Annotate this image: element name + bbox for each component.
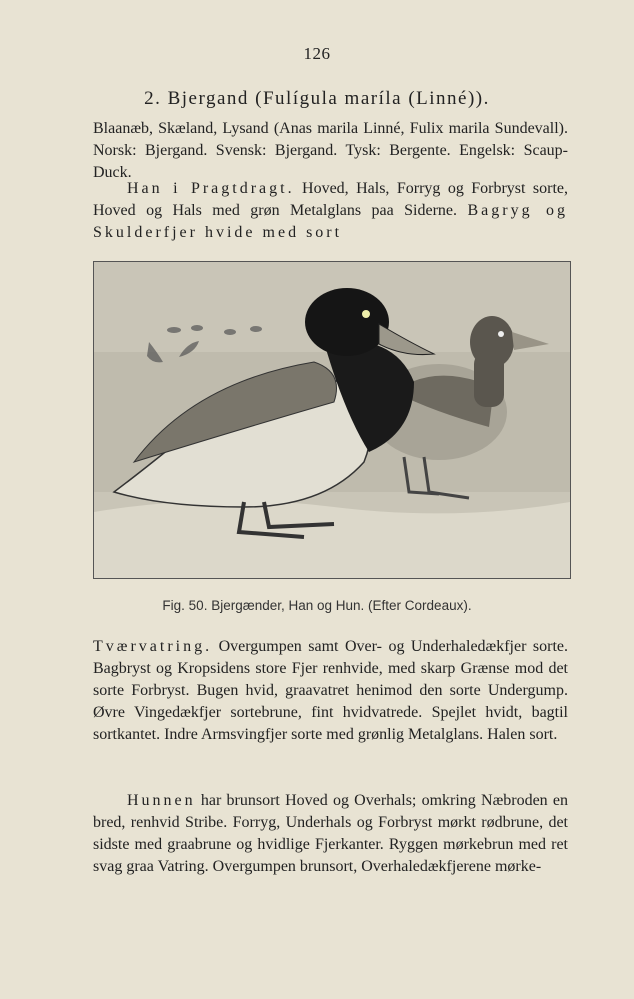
section-heading: 2. Bjergand (Fulígula maríla (Linné)). — [144, 88, 490, 109]
female-description-paragraph — [93, 790, 568, 878]
body2-lead: Hunnen — [127, 792, 196, 809]
male-lead: Han i Pragtdragt. — [127, 180, 295, 197]
male-plumage-intro — [93, 178, 568, 244]
male-intro-text: Hoved, Hals, Forryg og Forbryst sorte, Hoved og Hals med grøn Metalglans paa Siderne. — [93, 180, 568, 219]
male-description-paragraph — [93, 636, 568, 746]
body2-text: har brunsort Hoved og Overhals; omkring Næbroden en bred, renhvid Stribe. Forryg, Underhals og Forbryst mørkt rødbrune, det sidste med graabrune og hvidlige Fjerkanter. Ryggen mørkebrun med ret svag graa Vatring. Overgumpen brunsort, Overhaledækfjerene mørke- — [93, 792, 568, 875]
figure-caption: Fig. 50. Bjergænder, Han og Hun. (Efter Cordeaux). — [162, 598, 472, 613]
duck-illustration-svg — [94, 262, 570, 578]
duck-illustration — [93, 261, 571, 579]
body1-lead: Tværvatring. — [93, 638, 213, 655]
common-names-paragraph: Blaanæb, Skæland, Lysand (Anas marila Linné, Fulix marila Sundevall). Norsk: Bjergand. Svensk: Bjergand. Tysk: Bergente. Engelsk: Scaup-Duck. — [93, 120, 568, 181]
male-intro-tail: Bagryg og Skulderfjer hvide med sort — [93, 202, 568, 241]
page-number: 126 — [303, 44, 331, 63]
body1-text: Overgumpen samt Over- og Underhaledækfjer sorte. Bagbryst og Kropsidens store Fjer renhvide, med skarp Grænse mod det sorte Forbryst. Bugen hvid, graavatret henimod den sorte Undergump. Øvre Vingedækfjer sortebrune, fint hvidvatrede. Spejlet hvidt, bagtil sortkantet. Indre Armsvingfjer sorte med grønlig Metalglans. Halen sort. — [93, 638, 568, 743]
